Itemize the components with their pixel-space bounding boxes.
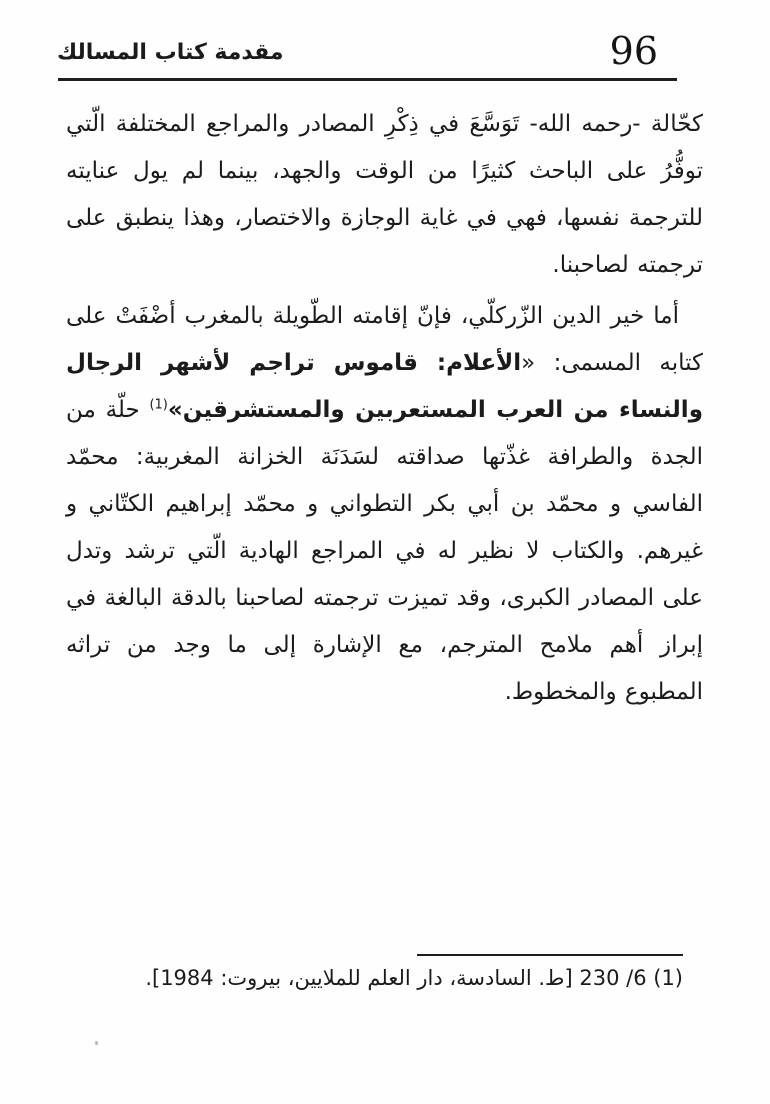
paragraph-2-lead: أما خير الدين الزّركلّي، فإنّ إقامته الطّويلة بالمغرب أضْفَتْ على كتابه المسمى: «	[66, 303, 703, 376]
footnote	[145, 962, 683, 994]
footnote-text: [ط. السادسة، دار العلم للملايين، بيروت: 1984].	[145, 966, 573, 990]
paragraph-2	[66, 293, 703, 716]
footnote-volume-page: 230 /6	[579, 966, 647, 990]
footnote-reference-number: (1)	[149, 397, 168, 413]
body-text	[66, 101, 703, 716]
page-number: 96	[609, 29, 658, 73]
header-rule	[58, 78, 677, 81]
quote-close: »	[167, 397, 183, 423]
scan-speck	[95, 1041, 98, 1045]
header-title: مقدمة كتاب المسالك	[57, 40, 284, 65]
footnote-marker: (1)	[653, 966, 683, 990]
book-title-bold: الأعلام: قاموس تراجم لأشهر الرجال والنساء من العرب المستعربين والمستشرقين	[66, 350, 703, 423]
footnote-reference	[149, 397, 167, 412]
footnote-separator	[417, 954, 683, 956]
paragraph-1: كحّالة -رحمه الله- تَوَسَّعَ في ذِكْرِ المصادر والمراجع المختلفة الّتي توفُّرُ على الباحث كثيرًا من الوقت والجهد، بينما لم يول عنايته للترجمة نفسها، فهي في غاية الوجازة والاختصار، وهذا ينطبق على ترجمته لصاحبنا.	[66, 111, 703, 278]
paragraph-2-tail: حلّة من الجدة والطرافة غذّتها صداقته لسَدَنَة الخزانة المغربية: محمّد الفاسي و محمّد بن أبي بكر التطواني و محمّد إبراهيم الكتّاني و غيرهم. والكتاب لا نظير له في المراجع الهادية الّتي ترشد وتدل على المصادر الكبرى، وقد تميزت ترجمته لصاحبنا بالدقة البالغة في إبراز أهم ملامح المترجم، مع الإشارة إلى ما وجد من تراثه المطبوع والمخطوط.	[66, 397, 703, 705]
